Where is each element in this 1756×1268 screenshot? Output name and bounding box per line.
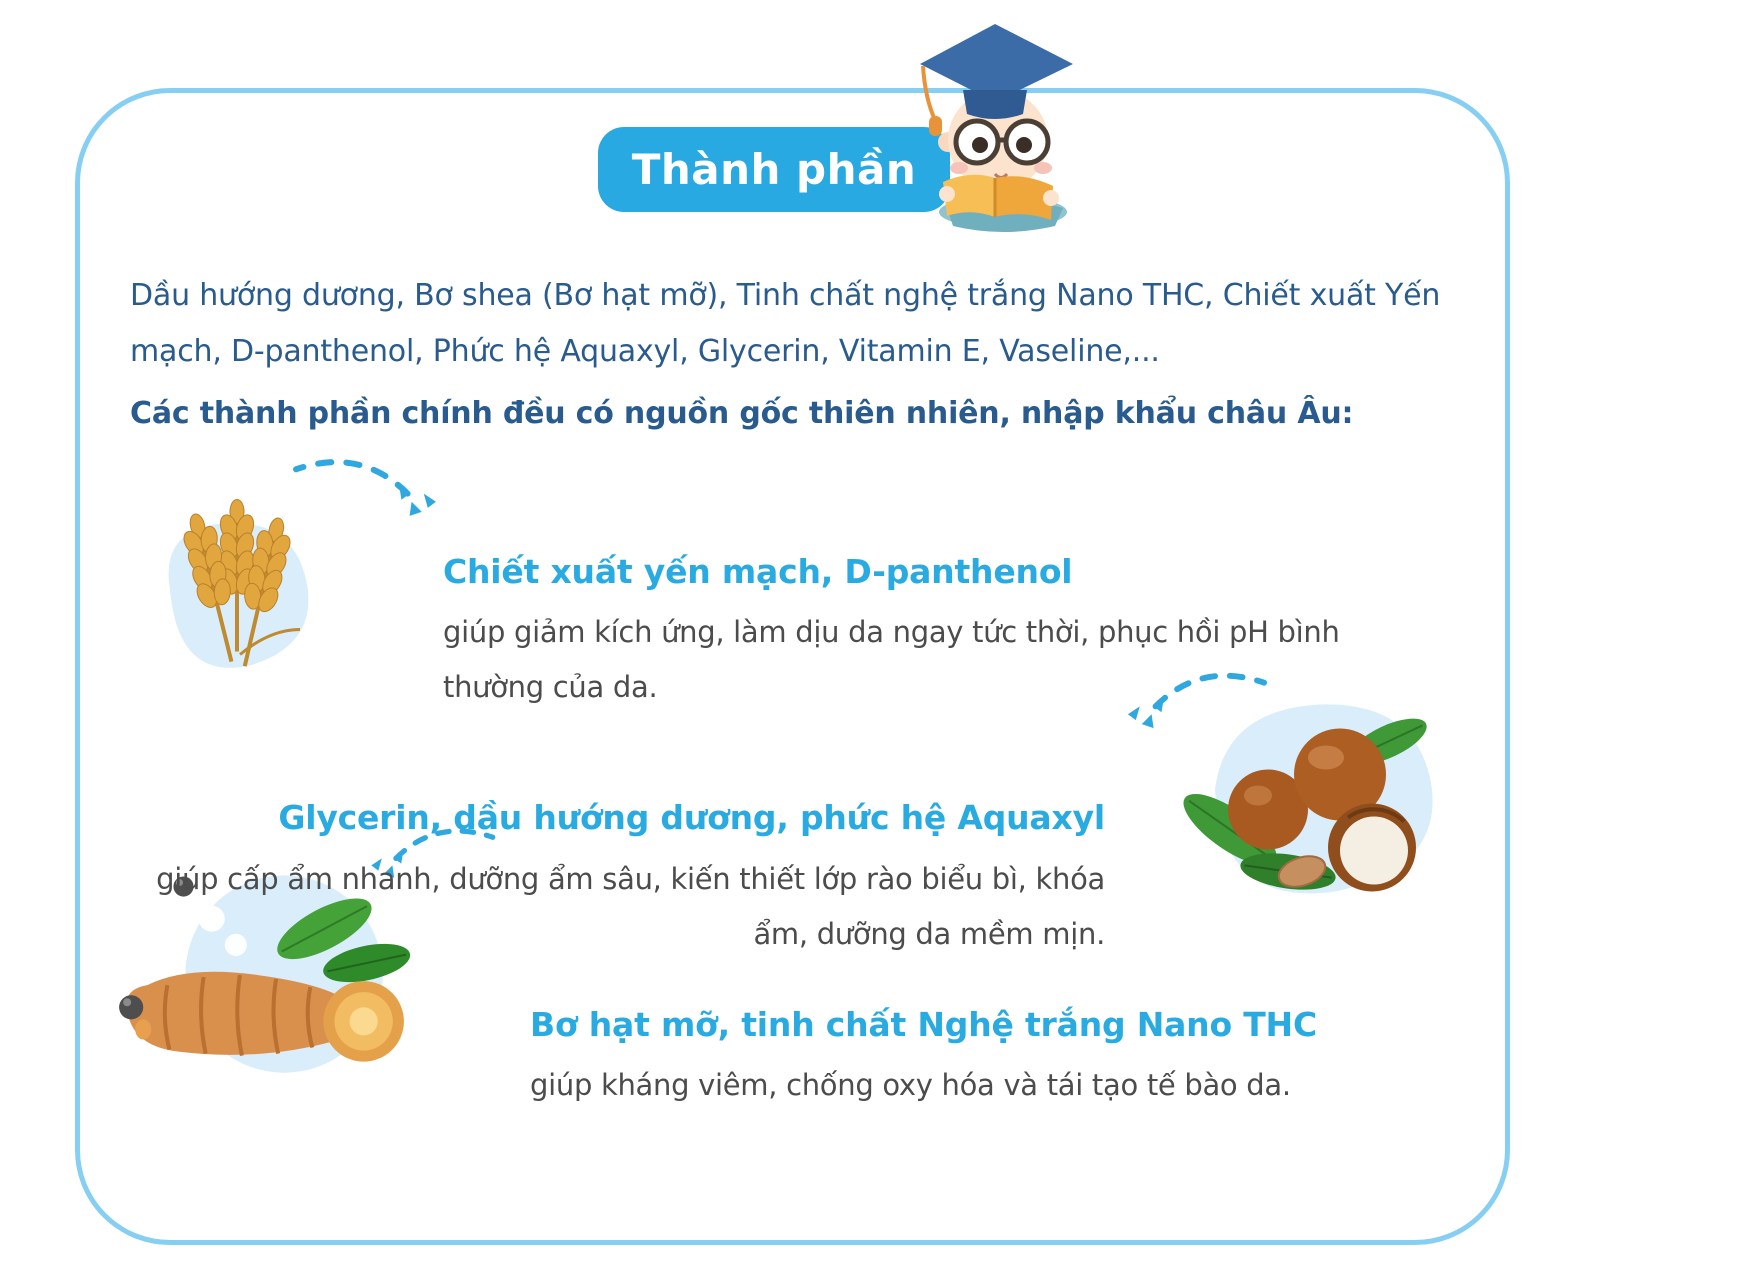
intro-line-2: mạch, D-panthenol, Phức hệ Aquaxyl, Glycerin, Vitamin E, Vaseline,...: [130, 334, 1160, 369]
section-3-heading: Bơ hạt mỡ, tinh chất Nghệ trắng Nano THC: [530, 1005, 1317, 1044]
section-1-heading: Chiết xuất yến mạch, D-panthenol: [443, 552, 1073, 591]
oat-wheat-illustration: [140, 468, 350, 696]
intro-paragraph: [130, 268, 1490, 442]
page-title: Thành phần: [631, 145, 917, 194]
section-1-body-line-1: giúp giảm kích ứng, làm dịu da ngay tức thời, phục hồi pH bình: [443, 615, 1340, 649]
intro-emphasis: Các thành phần chính đều có nguồn gốc thiên nhiên, nhập khẩu châu Âu:: [130, 396, 1354, 431]
section-1-body-line-2: thường của da.: [443, 670, 658, 704]
section-1-body: [443, 605, 1340, 715]
section-2-heading: Glycerin, dầu hướng dương, phức hệ Aquaxyl: [278, 798, 1105, 837]
section-2-body: [135, 852, 1105, 962]
section-2-body-line-2: ẩm, dưỡng da mềm mịn.: [753, 917, 1105, 951]
intro-line-1: Dầu hướng dương, Bơ shea (Bơ hạt mỡ), Tinh chất nghệ trắng Nano THC, Chiết xuất Yến: [130, 278, 1441, 313]
section-3-body-line-1: giúp kháng viêm, chống oxy hóa và tái tạo tế bào da.: [530, 1068, 1291, 1102]
section-3-body: [530, 1058, 1291, 1113]
section-2-body-line-1: giúp cấp ẩm nhanh, dưỡng ẩm sâu, kiến thiết lớp rào biểu bì, khóa: [156, 862, 1105, 896]
baby-graduate-reading-illustration: [895, 2, 1095, 232]
